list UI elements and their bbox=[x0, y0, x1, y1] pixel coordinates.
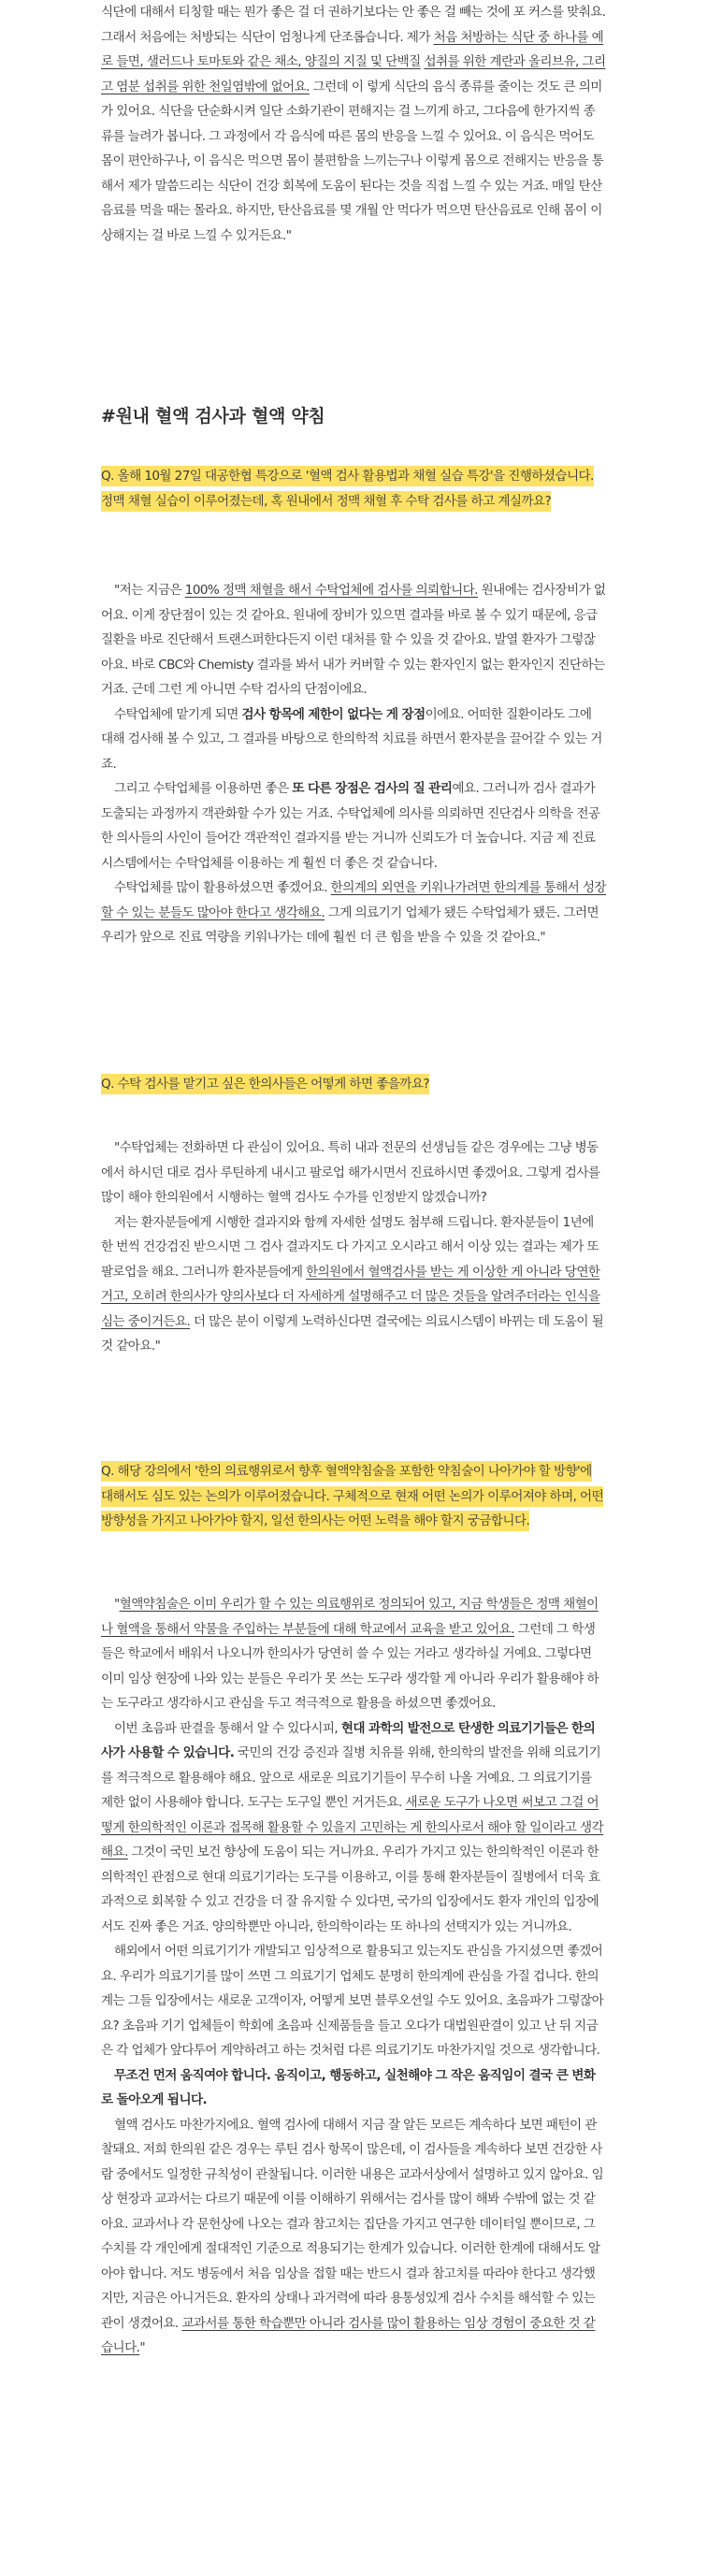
text: 더 많은 분이 이렇게 노력하신다면 결국에는 의료시스템이 바뀌는 데 도움이 될 것 같아요." bbox=[101, 1313, 604, 1353]
question-3 bbox=[101, 1459, 606, 1534]
underlined-text: 한의계의 외연을 키워나가려면 한의계를 통해서 성장할 수 있는 분들도 많아야 한다고 생각해요. bbox=[101, 880, 606, 920]
paragraph: "수탁업체는 전화하면 다 관심이 있어요. 특히 내과 전문의 선생님들 같은 경우에는 그냥 병동에서 하시던 대로 검사 루틴하게 내시고 팔로업 해가시면서 진료하시면 좋겠어요. 그렇게 검사를 많이 해야 한의원에서 시행하는 혈액 검사도 수가를 인정받지 않겠습니까? bbox=[101, 1140, 600, 1205]
underlined-text: 한의원에서 혈액검사를 받는 게 이상한 게 아니라 당연한 거고, 오히려 한의사가 양의사보다 더 자세하게 설명해주고 더 많은 것들을 알려주더라는 인식을 심는 중이거든요. bbox=[101, 1264, 600, 1329]
question-2 bbox=[101, 1072, 606, 1097]
highlighted-question: Q. 수탁 검사를 맡기고 싶은 한의사들은 어떻게 하면 좋을까요? bbox=[101, 1074, 429, 1094]
highlighted-question: Q. 올해 10월 27일 대공한협 특강으로 '혈액 검사 활용법과 채혈 실습 특강'을 진행하셨습니다. 정맥 채혈 실습이 이루어졌는데, 혹 원내에서 정맥 채혈 후 수탁 검사를 하고 계실까요? bbox=[101, 466, 594, 512]
text: "저는 지금은 bbox=[114, 583, 185, 598]
section-heading: #원내 혈액 검사과 혈액 약침 bbox=[101, 406, 325, 427]
text: 그런데 이 bbox=[309, 79, 364, 94]
text: 이번 초음파 판결을 통해서 알 수 있다시피, bbox=[114, 1720, 341, 1736]
answer-3 bbox=[101, 1592, 606, 2361]
answer-2 bbox=[101, 1136, 606, 1359]
text: 그리고 수탁업체를 이용하면 좋은 bbox=[114, 781, 293, 796]
text: 원내에는 검사장비가 없어요. 이게 장단점이 있는 것 같아요. 원내에 장비가 있으면 결과를 바로 볼 수 있기 때문에, 응급질환을 바로 진단해서 트랜스퍼한다든지 이런 대처를 할 수 있을 것 같아요. 발열 환자가 그렇잖아요. 바로 CBC와 Chemisty 결과를 봐서 내가 커버할 수 있는 환자인지 없는 환자인지 진단하는 거죠. 근데 그런 게 아니면 수탁 검사의 단점이에요. bbox=[101, 583, 606, 697]
text: 이에요. 어떠한 질환이라도 그에 대해 검사해 볼 수 있고, 그 결과를 바탕으로 한의학적 치료를 하면서 환자분을 끌어갈 수 있는 거죠. bbox=[101, 706, 602, 772]
underlined-text: 처음 처 bbox=[433, 29, 472, 45]
underlined-text: 교과서를 통한 학습뿐만 아니라 검사를 많이 활용하는 임상 경험이 중요한 것 같습니다. bbox=[101, 2315, 596, 2355]
text: 국민의 건강 증진과 질병 치유를 위해, 한의학의 발전을 위해 의료기기를 적극적으로 활용해야 해요. 앞으로 새로운 의료기기들이 무수히 나올 거예요. 그 의료기기를 제한 없이 사용해야 합니다. 도구는 도구일 뿐인 거거든요. bbox=[101, 1745, 601, 1810]
bold-text: 또 다른 장점은 검사의 질 관리 bbox=[292, 781, 453, 796]
text: 예요. 그러니까 검사 결과가 도출되는 과정까지 객관화할 수가 있는 거죠. 수탁업체에 의사를 의뢰하면 진단검사 의학을 전공한 의사들의 사인이 들어간 객관적인 결과지를 받는 거니까 신뢰도가 더 높습니다. 지금 제 진료 시스템에서는 수탁업체를 이용하는 게 훨씬 더 좋은 것 같습니다. bbox=[101, 781, 600, 871]
text: 그런데 그 학생들은 학교에서 배워서 나오니까 한의사가 당연히 쓸 수 있는 거라고 생각하실 거예요. 그렇다면 이미 임상 현장에 나와 있는 분들은 우리가 못 쓰는 도구라 생각할 게 아니라 우리가 활용해야 하는 도구라고 생각하시고 관심을 두고 적극적으로 활용을 하셨으면 좋겠어요. bbox=[101, 1621, 599, 1711]
text: 혈액 검사도 마찬가지에요. 혈액 검사에 대해서 지금 잘 알든 모르든 계속하다 보면 패턴이 관찰돼요. 저희 한의원 같은 경우는 루틴 검사 항목이 많은데, 이 검사들을 계속하다 보면 건강한 사람 중에서도 일정한 규칙성이 관찰됩니다. 이러한 내용은 교과서상에서 설명하고 있지 않아요. 임상 현장과 교과서는 다르기 때문에 이를 이해하기 위해서는 검사를 많이 해봐 수밖에 없는 것 같아요. 교과서나 각 문헌상에 나오는 결과 참고치는 집단을 가지고 연구한 데이터일 뿐이므로, 그 수치를 각 개인에게 절대적인 기준으로 적용되기는 한계가 있습니다. 이러한 한계에 대해서도 알아야 합니다. 저도 병동에서 처음 임상을 접할 때는 반드시 결과 참고치를 따라야 한다고 생각했지만, 지금은 아니거든요. 환자의 상태나 과거력에 따라 용통성있게 검사 수치를 해석할 수 있는 관이 생겼어요. bbox=[101, 2117, 604, 2331]
text: 그게 의료기기 업체가 됐든 수탁업체가 됐든. 그러면 우리가 앞으로 진료 역량을 키워나가는 데에 훨씬 더 큰 힘을 받을 수 있을 것 같아요." bbox=[101, 904, 599, 945]
text: 수탁업체를 많이 활용하셨으면 좋겠어요. bbox=[114, 880, 331, 895]
text: " bbox=[114, 1597, 120, 1612]
text: 그것이 국민 보건 향상에 도움이 되는 거니까요. 우리가 가지고 있는 한의학적인 이론과 한의학적인 관점으로 현대 의료기기라는 도구를 이용하고, 이를 통해 환자분들이 질병에서 더욱 효과적으로 회복할 수 있고 건강을 더 잘 유지할 수 있다면, 국가의 입장에서도 환자 개인의 입장에서도 진짜 좋은 거죠. 양의학뿐만 아니라, 한의학이라는 또 하나의 선택지가 있는 거니까요. bbox=[101, 1845, 600, 1934]
highlighted-question: Q. 해당 강의에서 '한의 의료행위로서 향후 혈액약침술을 포함한 약침술이 나아가야 할 방향'에 대해서도 심도 있는 논의가 이루어졌습니다. 구체적으로 현재 어떤 논의가 이루어져야 하며, 어떤 방향성을 가지고 나아가야 할지, 일선 한의사는 어떤 노력을 해야 할지 궁금합니다. bbox=[101, 1461, 603, 1531]
underlined-text: 새로운 도구가 나오면 써보고 그걸 어떻게 한의학적인 이론과 접목해 활용할 수 있을지 고민하는 게 한의사로서 해야 할 일이라고 생각해요. bbox=[101, 1795, 604, 1860]
paragraph: 해외에서 어떤 의료기기가 개발되고 임상적으로 활용되고 있는지도 관심을 가지셨으면 좋겠어요. 우리가 의료기기를 많이 쓰면 그 의료기기 업체도 분명히 한의계에 관심을 가질 겁니다. 한의계는 그들 입장에서는 새로운 고객이자, 어떻게 보면 블루오션일 수도 있어요. 초음파가 그렇잖아요? 초음파 기기 업체들이 학회에 초음파 신제품들을 들고 오다가 대법원판결이 있고 난 뒤 지금은 각 업체가 앞다투어 계약하려고 하는 것처럼 다른 의료기기도 마찬가지일 것으로 생각합니다. bbox=[101, 1944, 604, 2058]
underlined-text: 혈액약침술은 이미 우리가 할 수 있는 의료행위로 정의되어 있고, 지금 학생들은 정맥 채혈이나 혈액을 통해서 약물을 주입하는 부분들에 대해 학교에서 교육을 받고 있어요. bbox=[101, 1597, 599, 1637]
bold-text: 검사 항목에 제한이 없다는 게 장점 bbox=[241, 706, 426, 722]
text: 커스를 맞춰요. 그래서 처음에는 처방되는 식단이 엄청나게 단조롭습니다. 제가 bbox=[101, 5, 606, 45]
answer-1 bbox=[101, 578, 606, 950]
underlined-text: 섭취를 위한 계란과 올리브유, 그리고 염분 섭취를 위한 천일염밖에 없어요. bbox=[101, 54, 606, 94]
text: 저는 환자분들에게 시행한 결과지와 함께 자세한 설명도 첨부해 드립니다. 환자분들이 1년에 한 번씩 건강검진 받으시면 그 검사 결과지도 다 가지고 오시라고 해서 이상 있는 결과는 제가 또 팔로업을 해요. 그러니까 환자분들에게 bbox=[101, 1214, 599, 1280]
bold-text: 무조건 먼저 움직여야 합니다. 움직이고, 행동하고, 실천해야 그 작은 움직임이 결국 큰 변화로 돌아오게 됩니다. bbox=[101, 2067, 596, 2107]
underlined-text: 방하는 식단 중 하나를 예로 들면, 샐러드나 토마토와 같은 채소, 양질의 지질 및 단백질 bbox=[101, 29, 604, 69]
text: 렇게 식단의 음식 종류를 줄이는 것도 큰 의미가 있어요. 식단을 단순화시켜 일단 소화기관이 편해지는 걸 느끼게 하고, 그다음에 한가지씩 종류를 늘려가 봅니다. 그 과정에서 각 음식에 따른 몸의 반응을 느낄 수 있어요. 이 음식은 먹어도 몸이 편안하구나, 이 음식은 먹으면 몸이 불편함을 느끼는구나 이렇게 몸으로 전해지는 반응을 통해서 제가 말씀드리는 식단이 건강 회복에 도움이 된다는 것을 직접 느낄 수 있는 거죠. 매일 탄산음료를 먹을 때는 몰라요. 하지만, 탄산음료를 몇 개월 안 먹다가 먹으면 탄산음료로 인해 몸이 이상해지는 걸 바로 느낄 수 있거든요." bbox=[101, 79, 604, 243]
text: 식단에 대해서 티칭할 때는 뭔가 좋은 걸 더 권하기보다는 안 좋은 걸 빼는 것에 포 bbox=[101, 5, 526, 20]
question-1 bbox=[101, 464, 606, 514]
bold-text: 현대 과학의 발전으로 탄생한 의료기기들은 한의사가 사용할 수 있습니다. bbox=[101, 1720, 596, 1760]
underlined-text: 100% 정맥 채혈을 해서 수탁업체에 검사를 의뢰합니다. bbox=[184, 583, 478, 598]
text: 수탁업체에 맡기게 되면 bbox=[114, 706, 242, 722]
text: " bbox=[139, 2340, 145, 2355]
intro-paragraph bbox=[101, 0, 606, 248]
